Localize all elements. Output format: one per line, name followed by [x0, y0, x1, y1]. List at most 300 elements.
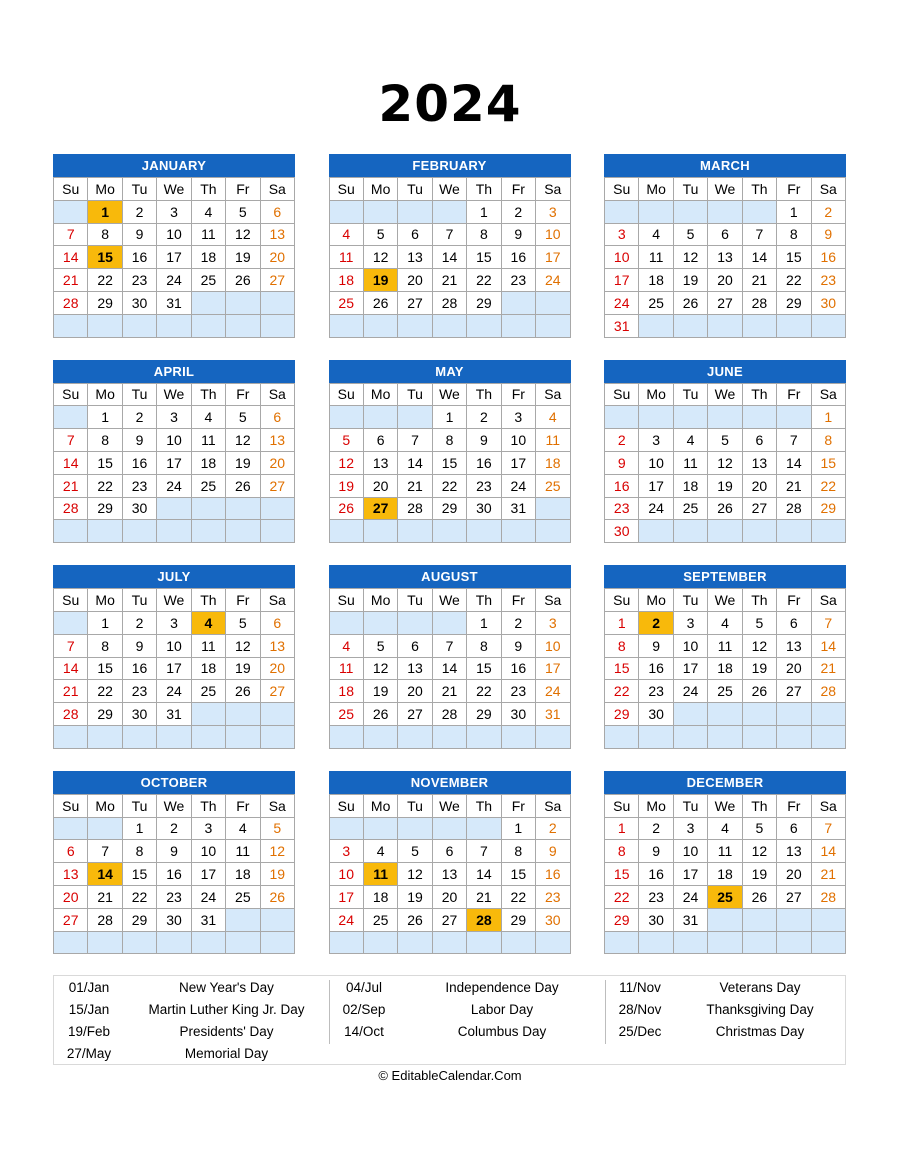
- day-cell: 6: [54, 840, 88, 863]
- empty-day-cell: [811, 931, 845, 954]
- empty-day-cell: [260, 291, 294, 314]
- empty-day-cell: [777, 520, 811, 543]
- empty-day-cell: [122, 725, 156, 748]
- holiday-item: [605, 999, 845, 1021]
- empty-day-cell: [398, 406, 432, 429]
- weekday-label: Th: [467, 794, 501, 817]
- holiday-name: Memorial Day: [184, 1046, 269, 1061]
- day-cell: 29: [467, 703, 501, 726]
- day-cell: 2: [536, 817, 570, 840]
- day-cell: 13: [260, 429, 294, 452]
- day-cell: 27: [260, 474, 294, 497]
- empty-day-cell: [501, 520, 535, 543]
- day-cell: 7: [432, 223, 466, 246]
- day-cell: 13: [742, 451, 776, 474]
- holiday-day-cell: 15: [88, 246, 122, 269]
- day-cell: 5: [708, 429, 742, 452]
- month-header: JANUARY: [53, 154, 295, 177]
- weekday-label: Th: [467, 178, 501, 201]
- day-cell: 29: [467, 291, 501, 314]
- holiday-list: [53, 975, 846, 1065]
- weekday-label: Fr: [501, 589, 535, 612]
- day-cell: 31: [605, 314, 639, 337]
- empty-day-cell: [605, 406, 639, 429]
- day-cell: 1: [777, 200, 811, 223]
- empty-day-cell: [398, 931, 432, 954]
- day-cell: 20: [363, 474, 397, 497]
- day-cell: 8: [88, 634, 122, 657]
- day-cell: 1: [122, 817, 156, 840]
- day-cell: 20: [260, 451, 294, 474]
- day-cell: 6: [363, 429, 397, 452]
- weekday-label: Su: [329, 794, 363, 817]
- day-cell: 28: [742, 291, 776, 314]
- day-cell: 16: [639, 863, 673, 886]
- weekday-label: Tu: [673, 794, 707, 817]
- day-cell: 8: [88, 223, 122, 246]
- day-cell: 29: [88, 703, 122, 726]
- holiday-name: Labor Day: [470, 1002, 534, 1017]
- day-cell: 21: [467, 885, 501, 908]
- day-cell: 15: [432, 451, 466, 474]
- weekday-label: Mo: [639, 589, 673, 612]
- day-cell: 12: [329, 451, 363, 474]
- day-cell: 6: [260, 406, 294, 429]
- empty-day-cell: [157, 725, 191, 748]
- holiday-date: 11/Nov: [619, 980, 661, 995]
- day-cell: 21: [777, 474, 811, 497]
- empty-day-cell: [536, 497, 570, 520]
- day-cell: 9: [639, 840, 673, 863]
- weekday-label: Sa: [811, 178, 845, 201]
- day-cell: 20: [777, 657, 811, 680]
- empty-day-cell: [536, 520, 570, 543]
- empty-day-cell: [157, 931, 191, 954]
- day-cell: 4: [639, 223, 673, 246]
- empty-day-cell: [226, 520, 260, 543]
- holiday-day-cell: 14: [88, 863, 122, 886]
- day-cell: 18: [708, 657, 742, 680]
- holiday-day-cell: 2: [639, 611, 673, 634]
- empty-day-cell: [329, 725, 363, 748]
- empty-day-cell: [742, 406, 776, 429]
- day-cell: 14: [811, 840, 845, 863]
- day-cell: 1: [501, 817, 535, 840]
- empty-day-cell: [501, 314, 535, 337]
- day-cell: 17: [157, 657, 191, 680]
- day-cell: 19: [226, 246, 260, 269]
- day-cell: 8: [467, 634, 501, 657]
- empty-day-cell: [777, 725, 811, 748]
- day-cell: 26: [708, 497, 742, 520]
- weekday-label: Sa: [260, 794, 294, 817]
- day-cell: 24: [639, 497, 673, 520]
- empty-day-cell: [501, 725, 535, 748]
- weekday-label: Th: [742, 178, 776, 201]
- empty-day-cell: [191, 725, 225, 748]
- day-cell: 17: [157, 451, 191, 474]
- day-cell: 12: [363, 657, 397, 680]
- day-cell: 1: [605, 611, 639, 634]
- day-cell: 15: [122, 863, 156, 886]
- day-cell: 29: [501, 908, 535, 931]
- day-cell: 29: [432, 497, 466, 520]
- holiday-date: 27/May: [66, 1046, 112, 1061]
- day-cell: 27: [742, 497, 776, 520]
- day-cell: 23: [639, 885, 673, 908]
- month-header: MAY: [329, 360, 571, 383]
- empty-day-cell: [467, 725, 501, 748]
- empty-day-cell: [398, 817, 432, 840]
- day-cell: 3: [157, 200, 191, 223]
- empty-day-cell: [226, 291, 260, 314]
- day-cell: 14: [398, 451, 432, 474]
- empty-day-cell: [673, 520, 707, 543]
- day-cell: 18: [639, 269, 673, 292]
- day-cell: 11: [639, 246, 673, 269]
- holiday-name: Independence Day: [445, 980, 559, 995]
- weekday-label: Su: [605, 589, 639, 612]
- empty-day-cell: [260, 520, 294, 543]
- day-cell: 19: [708, 474, 742, 497]
- day-cell: 3: [157, 611, 191, 634]
- empty-day-cell: [777, 931, 811, 954]
- day-cell: 14: [467, 863, 501, 886]
- empty-day-cell: [501, 291, 535, 314]
- day-cell: 20: [398, 680, 432, 703]
- empty-day-cell: [363, 200, 397, 223]
- day-cell: 20: [432, 885, 466, 908]
- day-cell: 24: [501, 474, 535, 497]
- empty-day-cell: [742, 725, 776, 748]
- day-cell: 29: [88, 291, 122, 314]
- day-cell: 2: [467, 406, 501, 429]
- empty-day-cell: [226, 703, 260, 726]
- empty-day-cell: [157, 314, 191, 337]
- day-cell: 13: [54, 863, 88, 886]
- empty-day-cell: [708, 725, 742, 748]
- month-calendar-april: [53, 360, 295, 544]
- month-grid: [604, 383, 846, 544]
- day-cell: 16: [501, 657, 535, 680]
- weekday-label: We: [157, 589, 191, 612]
- empty-day-cell: [363, 314, 397, 337]
- day-cell: 17: [157, 246, 191, 269]
- month-calendar-december: [604, 771, 846, 955]
- day-cell: 26: [363, 703, 397, 726]
- weekday-label: Su: [54, 794, 88, 817]
- month-header: JUNE: [604, 360, 846, 383]
- day-cell: 9: [639, 634, 673, 657]
- day-cell: 28: [432, 291, 466, 314]
- empty-day-cell: [708, 200, 742, 223]
- weekday-label: Tu: [673, 383, 707, 406]
- day-cell: 18: [191, 246, 225, 269]
- day-cell: 13: [398, 246, 432, 269]
- day-cell: 17: [673, 863, 707, 886]
- month-header: SEPTEMBER: [604, 565, 846, 588]
- weekday-label: Sa: [536, 794, 570, 817]
- day-cell: 1: [88, 406, 122, 429]
- empty-day-cell: [742, 314, 776, 337]
- holiday-item: [54, 977, 329, 999]
- holiday-date: 28/Nov: [618, 1002, 662, 1017]
- empty-day-cell: [708, 314, 742, 337]
- weekday-label: Tu: [398, 589, 432, 612]
- day-cell: 15: [605, 863, 639, 886]
- empty-day-cell: [742, 908, 776, 931]
- day-cell: 15: [605, 657, 639, 680]
- day-cell: 19: [363, 680, 397, 703]
- month-grid: [53, 794, 295, 955]
- empty-day-cell: [88, 817, 122, 840]
- empty-day-cell: [708, 520, 742, 543]
- day-cell: 27: [777, 680, 811, 703]
- day-cell: 23: [467, 474, 501, 497]
- day-cell: 21: [432, 269, 466, 292]
- day-cell: 31: [673, 908, 707, 931]
- month-calendar-june: [604, 360, 846, 544]
- holiday-date: 15/Jan: [68, 1002, 110, 1017]
- empty-day-cell: [639, 931, 673, 954]
- holiday-item: [605, 977, 845, 999]
- day-cell: 16: [122, 657, 156, 680]
- day-cell: 20: [260, 657, 294, 680]
- day-cell: 9: [122, 429, 156, 452]
- holiday-day-cell: 1: [88, 200, 122, 223]
- holiday-day-cell: 28: [467, 908, 501, 931]
- day-cell: 24: [329, 908, 363, 931]
- day-cell: 24: [157, 269, 191, 292]
- day-cell: 10: [673, 634, 707, 657]
- empty-day-cell: [88, 314, 122, 337]
- empty-day-cell: [54, 611, 88, 634]
- month-header: AUGUST: [329, 565, 571, 588]
- empty-day-cell: [191, 931, 225, 954]
- empty-day-cell: [467, 520, 501, 543]
- weekday-label: Tu: [673, 589, 707, 612]
- day-cell: 2: [605, 429, 639, 452]
- day-cell: 16: [605, 474, 639, 497]
- day-cell: 10: [157, 223, 191, 246]
- month-calendar-march: [604, 154, 846, 338]
- holiday-name: Columbus Day: [457, 1024, 547, 1039]
- weekday-label: Mo: [88, 383, 122, 406]
- day-cell: 25: [226, 885, 260, 908]
- empty-day-cell: [432, 520, 466, 543]
- month-header: FEBRUARY: [329, 154, 571, 177]
- empty-day-cell: [467, 817, 501, 840]
- day-cell: 16: [501, 246, 535, 269]
- day-cell: 11: [191, 429, 225, 452]
- day-cell: 13: [777, 840, 811, 863]
- day-cell: 20: [742, 474, 776, 497]
- empty-day-cell: [88, 520, 122, 543]
- day-cell: 3: [673, 817, 707, 840]
- day-cell: 10: [191, 840, 225, 863]
- empty-day-cell: [88, 725, 122, 748]
- empty-day-cell: [811, 520, 845, 543]
- empty-day-cell: [673, 314, 707, 337]
- weekday-label: Fr: [226, 178, 260, 201]
- day-cell: 11: [329, 657, 363, 680]
- holiday-date: 25/Dec: [618, 1024, 662, 1039]
- empty-day-cell: [432, 931, 466, 954]
- day-cell: 12: [260, 840, 294, 863]
- day-cell: 31: [191, 908, 225, 931]
- weekday-label: Th: [467, 589, 501, 612]
- day-cell: 7: [54, 429, 88, 452]
- day-cell: 2: [501, 611, 535, 634]
- empty-day-cell: [708, 931, 742, 954]
- weekday-label: Mo: [363, 589, 397, 612]
- day-cell: 26: [363, 291, 397, 314]
- day-cell: 23: [122, 269, 156, 292]
- day-cell: 7: [398, 429, 432, 452]
- empty-day-cell: [398, 611, 432, 634]
- day-cell: 10: [157, 429, 191, 452]
- weekday-label: Tu: [122, 794, 156, 817]
- day-cell: 30: [811, 291, 845, 314]
- day-cell: 5: [226, 611, 260, 634]
- weekday-label: Fr: [501, 383, 535, 406]
- day-cell: 28: [811, 680, 845, 703]
- empty-day-cell: [398, 725, 432, 748]
- day-cell: 12: [398, 863, 432, 886]
- day-cell: 18: [363, 885, 397, 908]
- holiday-name: New Year's Day: [179, 980, 274, 995]
- day-cell: 21: [88, 885, 122, 908]
- day-cell: 30: [536, 908, 570, 931]
- weekday-label: Sa: [260, 589, 294, 612]
- day-cell: 30: [639, 703, 673, 726]
- day-cell: 3: [639, 429, 673, 452]
- empty-day-cell: [432, 817, 466, 840]
- day-cell: 27: [398, 703, 432, 726]
- day-cell: 26: [398, 908, 432, 931]
- day-cell: 3: [605, 223, 639, 246]
- weekday-label: We: [432, 794, 466, 817]
- day-cell: 20: [708, 269, 742, 292]
- day-cell: 10: [157, 634, 191, 657]
- day-cell: 30: [157, 908, 191, 931]
- day-cell: 11: [708, 634, 742, 657]
- day-cell: 8: [777, 223, 811, 246]
- weekday-label: Tu: [673, 178, 707, 201]
- empty-day-cell: [673, 931, 707, 954]
- empty-day-cell: [811, 703, 845, 726]
- weekday-label: Tu: [398, 178, 432, 201]
- weekday-label: Mo: [363, 178, 397, 201]
- day-cell: 19: [398, 885, 432, 908]
- empty-day-cell: [708, 406, 742, 429]
- weekday-label: Tu: [122, 383, 156, 406]
- day-cell: 17: [673, 657, 707, 680]
- day-cell: 18: [536, 451, 570, 474]
- day-cell: 12: [226, 429, 260, 452]
- day-cell: 7: [432, 634, 466, 657]
- empty-day-cell: [191, 520, 225, 543]
- empty-day-cell: [191, 291, 225, 314]
- day-cell: 14: [54, 246, 88, 269]
- day-cell: 7: [811, 817, 845, 840]
- weekday-label: Th: [742, 383, 776, 406]
- day-cell: 3: [157, 406, 191, 429]
- calendar-year-title: 2024: [378, 75, 522, 133]
- empty-day-cell: [260, 703, 294, 726]
- day-cell: 2: [811, 200, 845, 223]
- day-cell: 18: [191, 451, 225, 474]
- day-cell: 28: [54, 703, 88, 726]
- day-cell: 22: [811, 474, 845, 497]
- weekday-label: Su: [329, 383, 363, 406]
- weekday-label: Sa: [536, 178, 570, 201]
- empty-day-cell: [54, 931, 88, 954]
- day-cell: 29: [605, 703, 639, 726]
- day-cell: 5: [363, 634, 397, 657]
- empty-day-cell: [605, 200, 639, 223]
- day-cell: 5: [398, 840, 432, 863]
- day-cell: 9: [501, 223, 535, 246]
- day-cell: 28: [54, 291, 88, 314]
- day-cell: 22: [432, 474, 466, 497]
- month-grid: [329, 383, 571, 544]
- empty-day-cell: [742, 703, 776, 726]
- day-cell: 27: [398, 291, 432, 314]
- empty-day-cell: [329, 406, 363, 429]
- day-cell: 28: [811, 885, 845, 908]
- empty-day-cell: [329, 520, 363, 543]
- day-cell: 24: [157, 474, 191, 497]
- month-calendar-november: [329, 771, 571, 955]
- holiday-item: [329, 1021, 605, 1043]
- day-cell: 16: [536, 863, 570, 886]
- empty-day-cell: [260, 931, 294, 954]
- holiday-column: [605, 976, 845, 1065]
- empty-day-cell: [536, 931, 570, 954]
- day-cell: 21: [54, 269, 88, 292]
- day-cell: 4: [536, 406, 570, 429]
- day-cell: 30: [501, 703, 535, 726]
- day-cell: 27: [432, 908, 466, 931]
- day-cell: 8: [605, 634, 639, 657]
- empty-day-cell: [54, 520, 88, 543]
- empty-day-cell: [501, 931, 535, 954]
- month-header: NOVEMBER: [329, 771, 571, 794]
- day-cell: 31: [157, 291, 191, 314]
- weekday-label: Sa: [536, 589, 570, 612]
- day-cell: 3: [536, 611, 570, 634]
- day-cell: 7: [742, 223, 776, 246]
- day-cell: 22: [88, 269, 122, 292]
- empty-day-cell: [639, 314, 673, 337]
- weekday-label: Fr: [777, 383, 811, 406]
- day-cell: 25: [191, 269, 225, 292]
- weekday-label: Mo: [88, 794, 122, 817]
- day-cell: 7: [54, 634, 88, 657]
- weekday-label: Su: [329, 589, 363, 612]
- month-header: DECEMBER: [604, 771, 846, 794]
- weekday-label: Mo: [639, 178, 673, 201]
- day-cell: 8: [122, 840, 156, 863]
- day-cell: 16: [467, 451, 501, 474]
- month-calendar-october: [53, 771, 295, 955]
- day-cell: 8: [501, 840, 535, 863]
- day-cell: 6: [398, 634, 432, 657]
- day-cell: 22: [122, 885, 156, 908]
- day-cell: 14: [777, 451, 811, 474]
- holiday-date: 14/Oct: [344, 1024, 384, 1039]
